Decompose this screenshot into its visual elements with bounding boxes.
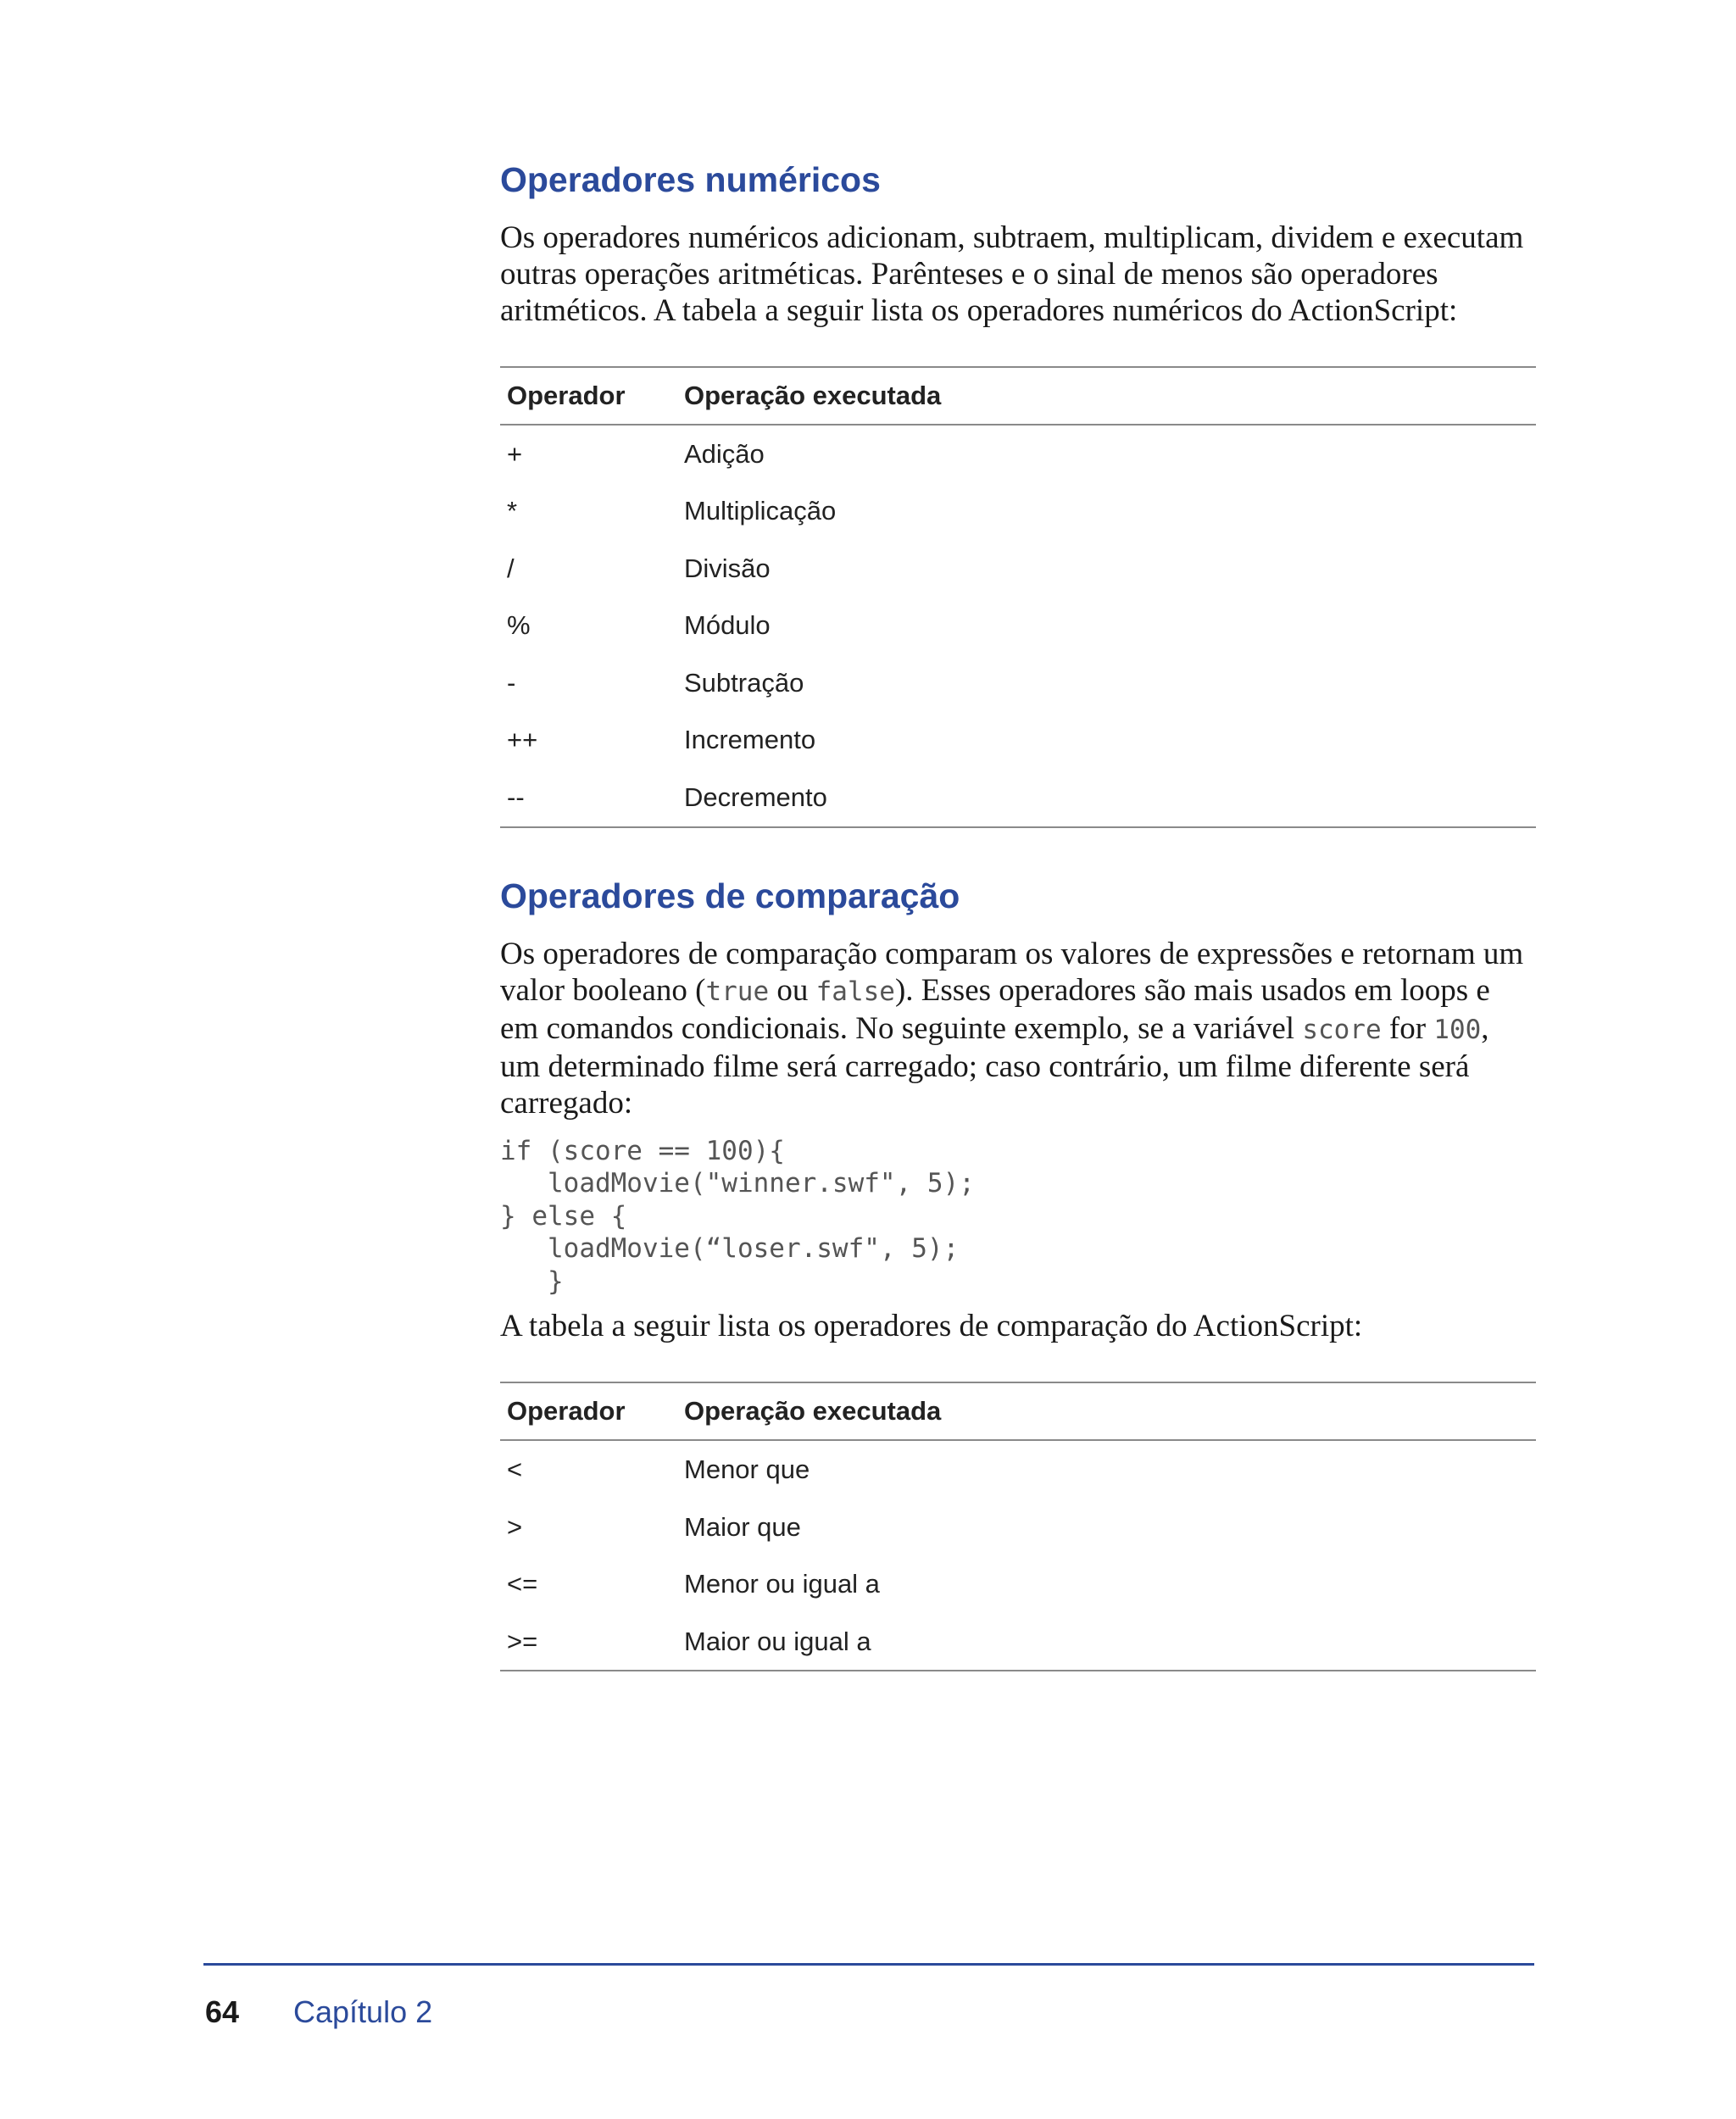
- column-header-operation: Operação executada: [677, 367, 1536, 425]
- operator-cell: +: [507, 438, 523, 469]
- inline-code-score: score: [1302, 1014, 1382, 1045]
- operation-cell: Menor que: [684, 1454, 810, 1485]
- operation-cell: Decremento: [677, 769, 1536, 827]
- comparison-operators-table: [500, 1382, 1536, 1671]
- code-example: if (score == 100){ loadMovie("winner.swf", 5); } else { loadMovie(“loser.swf", 5); }: [500, 1135, 975, 1297]
- table-header-row: [500, 1382, 1536, 1440]
- paragraph-text: ). Esses operadores são mais usados em loops e em comandos condicionais. No seguinte exemplo, se a variável: [500, 972, 1490, 1046]
- operator-cell: -: [507, 667, 516, 698]
- table-row: [500, 425, 1536, 483]
- table-row: [500, 1440, 1536, 1499]
- paragraph-text: for: [1381, 1010, 1434, 1046]
- table-row: [500, 540, 1536, 598]
- comparison-table-intro: A tabela a seguir lista os operadores de comparação do ActionScript:: [500, 1309, 1363, 1344]
- comparison-intro-paragraph: [500, 936, 1534, 1121]
- column-header-operator: Operador: [500, 367, 677, 425]
- operation-cell: Maior que: [684, 1511, 801, 1542]
- page-content: [500, 159, 1534, 1671]
- operation-cell: Subtração: [684, 667, 804, 698]
- operator-cell: >: [507, 1511, 523, 1542]
- operator-cell: <=: [507, 1569, 538, 1599]
- footer-divider: [203, 1963, 1534, 1966]
- page-number: 64: [205, 1994, 240, 2029]
- operation-cell: Menor ou igual a: [684, 1569, 880, 1599]
- column-header-operation: Operação executada: [677, 1382, 1536, 1440]
- paragraph-text: , um determinado filme será carregado; caso contrário, um filme diferente será carregado:: [500, 1010, 1489, 1121]
- inline-code-true: true: [705, 976, 770, 1007]
- operation-cell: Divisão: [684, 553, 771, 583]
- section-heading-comparison: Operadores de comparação: [500, 876, 960, 915]
- inline-code-100: 100: [1433, 1014, 1482, 1045]
- numeric-intro-paragraph: Os operadores numéricos adicionam, subtraem, multiplicam, dividem e executam outras operações aritméticas. Parênteses e o sinal de menos são operadores aritméticos. A tabela a seguir lista os operadores numéricos do ActionScript:: [500, 220, 1524, 329]
- table-row: [500, 483, 1536, 541]
- operator-cell: ++: [507, 725, 538, 755]
- operation-cell: Adição: [684, 438, 765, 469]
- operation-cell: Incremento: [684, 725, 816, 755]
- table-row: [500, 1499, 1536, 1556]
- table-header-row: [500, 367, 1536, 425]
- section-heading-numeric: Operadores numéricos: [500, 160, 881, 199]
- operator-cell: >=: [500, 1613, 677, 1671]
- table-row: [500, 1555, 1536, 1613]
- table-row: [500, 712, 1536, 770]
- numeric-operators-table: [500, 366, 1536, 828]
- column-header-operator: Operador: [500, 1382, 677, 1440]
- operation-cell: Multiplicação: [684, 496, 837, 526]
- table-row: [500, 1613, 1536, 1671]
- operation-cell: Módulo: [684, 610, 771, 641]
- operator-cell: --: [500, 769, 677, 827]
- operator-cell: <: [507, 1454, 523, 1485]
- chapter-label: Capítulo 2: [293, 1994, 433, 2029]
- table-row: [500, 654, 1536, 712]
- paragraph-text: ou: [769, 972, 816, 1008]
- table-row: [500, 769, 1536, 827]
- operator-cell: /: [507, 553, 515, 583]
- table-row: [500, 598, 1536, 655]
- operator-cell: *: [507, 496, 518, 526]
- inline-code-false: false: [815, 976, 895, 1007]
- paragraph-text: Os operadores de comparação comparam os valores de expressões e retornam um valor booleano (: [500, 936, 1524, 1008]
- operator-cell: %: [507, 610, 531, 641]
- operation-cell: Maior ou igual a: [677, 1613, 1536, 1671]
- page-footer: [205, 1994, 432, 2031]
